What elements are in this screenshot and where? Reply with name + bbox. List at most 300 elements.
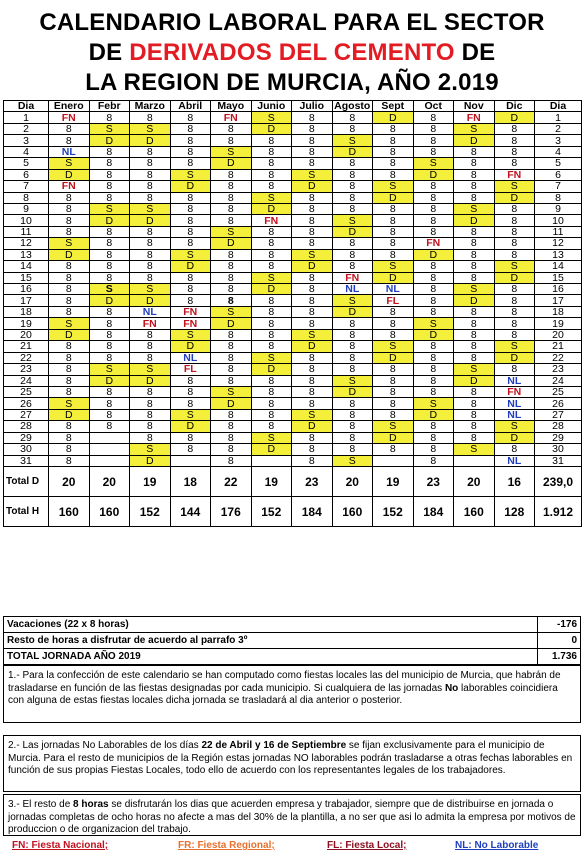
table-cell: 8 <box>89 226 130 237</box>
table-cell: 8 <box>89 238 130 249</box>
table-cell: 8 <box>494 158 535 169</box>
table-cell: 8 <box>211 249 252 260</box>
table-cell: 8 <box>413 455 454 466</box>
table-cell: 15 <box>535 272 582 283</box>
table-cell: 8 <box>535 192 582 203</box>
table-cell: 8 <box>413 295 454 306</box>
table-cell: 31 <box>4 455 49 466</box>
table-cell: S <box>454 364 495 375</box>
table-cell: 8 <box>170 295 211 306</box>
table-cell: 21 <box>535 341 582 352</box>
table-cell: S <box>89 284 130 295</box>
table-cell: 8 <box>454 249 495 260</box>
table-cell: 8 <box>494 444 535 455</box>
table-cell: 8 <box>332 364 373 375</box>
table-cell <box>454 455 495 466</box>
table-cell: 8 <box>373 226 414 237</box>
table-cell: 8 <box>211 203 252 214</box>
table-cell: 8 <box>454 386 495 397</box>
table-cell: D <box>130 215 171 226</box>
table-cell: 8 <box>130 432 171 443</box>
header-row <box>4 101 582 112</box>
table-cell: 8 <box>89 409 130 420</box>
table-cell: 29 <box>4 432 49 443</box>
table-cell: FL <box>373 295 414 306</box>
summary-label: TOTAL JORNADA AÑO 2019 <box>4 649 538 665</box>
table-cell: 8 <box>332 341 373 352</box>
table-cell: D <box>494 112 535 123</box>
totals-cell: 16 <box>494 467 535 497</box>
table-cell: D <box>332 306 373 317</box>
table-cell: FN <box>251 215 292 226</box>
table-row <box>4 112 582 123</box>
table-row <box>4 398 582 409</box>
table-cell: 30 <box>4 444 49 455</box>
table-cell: 8 <box>89 398 130 409</box>
table-cell: 8 <box>251 135 292 146</box>
table-cell: 8 <box>373 238 414 249</box>
table-cell: 8 <box>454 352 495 363</box>
table-cell: 8 <box>454 169 495 180</box>
table-cell: 8 <box>413 364 454 375</box>
legend-fr: FR: Fiesta Regional; <box>178 840 275 851</box>
table-row <box>4 249 582 260</box>
table-cell: 8 <box>494 284 535 295</box>
table-cell: S <box>454 444 495 455</box>
table-cell: 8 <box>89 169 130 180</box>
table-cell: 8 <box>373 375 414 386</box>
table-cell: S <box>211 226 252 237</box>
table-cell: 8 <box>251 146 292 157</box>
column-header: Oct <box>413 101 454 112</box>
table-cell: D <box>494 432 535 443</box>
table-cell: 8 <box>454 238 495 249</box>
table-cell: 8 <box>332 181 373 192</box>
table-cell: D <box>373 272 414 283</box>
column-header: Dic <box>494 101 535 112</box>
table-cell: 8 <box>292 306 333 317</box>
table-cell: 8 <box>413 181 454 192</box>
table-cell: FN <box>494 386 535 397</box>
table-cell: 12 <box>535 238 582 249</box>
table-cell: 1 <box>4 112 49 123</box>
totals-cell: 19 <box>373 467 414 497</box>
legend-nl: NL: No Laborable <box>455 840 539 851</box>
table-cell: 15 <box>4 272 49 283</box>
table-cell: 8 <box>251 318 292 329</box>
table-cell: 3 <box>535 135 582 146</box>
column-header: Marzo <box>130 101 171 112</box>
table-cell: 8 <box>454 306 495 317</box>
table-cell: 30 <box>535 444 582 455</box>
table-cell: 8 <box>373 123 414 134</box>
table-cell: 8 <box>373 306 414 317</box>
table-cell: 8 <box>49 455 90 466</box>
table-cell: 8 <box>494 215 535 226</box>
totals-cell: 20 <box>332 467 373 497</box>
table-cell: 10 <box>535 215 582 226</box>
table-cell: 8 <box>413 444 454 455</box>
table-cell: S <box>332 375 373 386</box>
totals-sum: 239,0 <box>535 467 582 497</box>
table-cell: 8 <box>454 146 495 157</box>
table-cell: 8 <box>130 192 171 203</box>
table-cell: 8 <box>292 203 333 214</box>
table-cell: D <box>251 364 292 375</box>
totals-cell: 152 <box>251 497 292 527</box>
table-cell: 8 <box>494 123 535 134</box>
table-cell: 8 <box>130 421 171 432</box>
totals-cell: 20 <box>89 467 130 497</box>
table-cell: 11 <box>4 226 49 237</box>
table-cell: 8 <box>49 352 90 363</box>
table-cell: 8 <box>251 329 292 340</box>
table-cell: 8 <box>494 295 535 306</box>
table-cell: 8 <box>332 158 373 169</box>
table-cell: 8 <box>454 261 495 272</box>
table-cell: S <box>211 146 252 157</box>
table-row <box>4 444 582 455</box>
summary-row <box>4 633 581 649</box>
summary-label: Vacaciones (22 x 8 horas) <box>4 617 538 633</box>
table-cell: NL <box>170 352 211 363</box>
table-cell: 8 <box>49 432 90 443</box>
table-cell: 8 <box>211 375 252 386</box>
summary-value: 0 <box>538 633 581 649</box>
table-cell: 8 <box>454 226 495 237</box>
table-row <box>4 284 582 295</box>
table-cell: 8 <box>211 284 252 295</box>
summary-table <box>3 616 581 665</box>
table-cell: 8 <box>332 169 373 180</box>
table-cell: 18 <box>535 306 582 317</box>
table-cell: NL <box>332 284 373 295</box>
table-cell: FN <box>454 112 495 123</box>
table-cell: 8 <box>373 135 414 146</box>
table-cell: 8 <box>251 226 292 237</box>
table-cell: 8 <box>454 421 495 432</box>
table-cell: 8 <box>170 192 211 203</box>
table-cell: 8 <box>211 215 252 226</box>
table-cell: D <box>211 238 252 249</box>
table-cell: 8 <box>373 386 414 397</box>
table-cell: 8 <box>170 112 211 123</box>
table-cell: D <box>49 409 90 420</box>
table-cell: D <box>494 272 535 283</box>
table-cell: 8 <box>373 215 414 226</box>
table-cell: S <box>170 329 211 340</box>
table-cell: 8 <box>130 238 171 249</box>
table-cell: 4 <box>4 146 49 157</box>
table-cell: 8 <box>130 249 171 260</box>
table-cell: 9 <box>535 203 582 214</box>
table-cell: NL <box>49 146 90 157</box>
title-line-3: LA REGION DE MURCIA, AÑO 2.019 <box>85 69 499 96</box>
table-row <box>4 455 582 466</box>
table-cell: S <box>332 295 373 306</box>
totals-cell: 160 <box>454 497 495 527</box>
table-cell: 8 <box>130 386 171 397</box>
calendar-table <box>3 100 582 527</box>
table-cell: 8 <box>211 455 252 466</box>
table-cell: 8 <box>292 455 333 466</box>
table-cell: 8 <box>130 352 171 363</box>
table-cell: S <box>251 272 292 283</box>
table-cell: 8 <box>89 318 130 329</box>
table-cell: 6 <box>4 169 49 180</box>
table-cell: 5 <box>535 158 582 169</box>
table-cell: D <box>413 249 454 260</box>
table-cell: 25 <box>4 386 49 397</box>
table-cell: 8 <box>413 123 454 134</box>
table-cell: 16 <box>4 284 49 295</box>
legend-fl: FL: Fiesta Local; <box>327 840 407 851</box>
table-cell: 8 <box>332 421 373 432</box>
table-cell: 9 <box>4 203 49 214</box>
table-cell: 17 <box>535 295 582 306</box>
table-cell: 8 <box>292 352 333 363</box>
table-cell: S <box>49 238 90 249</box>
table-cell: 8 <box>292 398 333 409</box>
table-row <box>4 261 582 272</box>
table-row <box>4 409 582 420</box>
totals-label: Total H <box>4 497 49 527</box>
table-cell: S <box>373 181 414 192</box>
table-cell: 8 <box>332 238 373 249</box>
table-cell: 8 <box>373 444 414 455</box>
table-cell: 8 <box>292 215 333 226</box>
table-cell: 8 <box>292 272 333 283</box>
column-header: Abril <box>170 101 211 112</box>
table-cell: D <box>251 123 292 134</box>
table-cell: 8 <box>211 192 252 203</box>
table-cell: 8 <box>413 375 454 386</box>
table-row <box>4 432 582 443</box>
table-cell: S <box>292 329 333 340</box>
table-cell: 8 <box>211 181 252 192</box>
table-cell: S <box>251 192 292 203</box>
table-cell: 8 <box>413 215 454 226</box>
table-cell: 8 <box>251 341 292 352</box>
table-cell: D <box>373 192 414 203</box>
table-cell: 8 <box>211 341 252 352</box>
table-cell: 2 <box>4 123 49 134</box>
table-row <box>4 341 582 352</box>
table-cell: 8 <box>170 215 211 226</box>
table-cell: 8 <box>170 123 211 134</box>
table-cell: 8 <box>49 203 90 214</box>
table-cell: 8 <box>494 203 535 214</box>
table-cell: 21 <box>4 341 49 352</box>
table-cell: 8 <box>292 123 333 134</box>
table-cell: S <box>211 386 252 397</box>
table-cell: 8 <box>130 409 171 420</box>
table-cell: D <box>49 169 90 180</box>
table-cell: 8 <box>49 341 90 352</box>
table-cell: FN <box>211 112 252 123</box>
table-cell: 24 <box>4 375 49 386</box>
table-cell: D <box>89 135 130 146</box>
table-cell: 8 <box>170 135 211 146</box>
table-cell: D <box>211 158 252 169</box>
table-cell: 8 <box>130 112 171 123</box>
table-cell: 8 <box>49 261 90 272</box>
table-cell: 8 <box>211 352 252 363</box>
table-cell: 8 <box>251 169 292 180</box>
column-header: Dia <box>535 101 582 112</box>
table-cell: 8 <box>332 249 373 260</box>
table-cell: D <box>292 181 333 192</box>
table-cell: 5 <box>4 158 49 169</box>
table-cell: 8 <box>413 146 454 157</box>
column-header: Enero <box>49 101 90 112</box>
table-cell: 8 <box>292 238 333 249</box>
table-cell: 8 <box>413 272 454 283</box>
column-header: Sept <box>373 101 414 112</box>
table-cell: 8 <box>454 192 495 203</box>
table-cell: D <box>373 112 414 123</box>
summary-row <box>4 649 581 665</box>
table-cell: 8 <box>413 306 454 317</box>
table-cell: 8 <box>89 386 130 397</box>
table-cell: FN <box>494 169 535 180</box>
table-cell: D <box>49 249 90 260</box>
table-cell: 8 <box>170 398 211 409</box>
table-cell: 8 <box>130 261 171 272</box>
table-cell: 8 <box>332 398 373 409</box>
table-cell: 8 <box>211 364 252 375</box>
table-cell: NL <box>494 398 535 409</box>
table-cell: 8 <box>332 432 373 443</box>
table-cell: 8 <box>211 444 252 455</box>
table-cell: 22 <box>535 352 582 363</box>
table-cell: S <box>130 364 171 375</box>
table-cell: 13 <box>535 249 582 260</box>
table-cell: 8 <box>89 352 130 363</box>
table-cell: D <box>251 203 292 214</box>
table-cell: 8 <box>211 123 252 134</box>
table-cell: 8 <box>49 364 90 375</box>
table-cell: D <box>494 192 535 203</box>
table-cell: 18 <box>4 306 49 317</box>
table-cell: 29 <box>535 432 582 443</box>
table-cell: 16 <box>535 284 582 295</box>
table-cell: S <box>292 409 333 420</box>
table-cell: 8 <box>89 261 130 272</box>
table-cell: 8 <box>49 386 90 397</box>
table-cell: 8 <box>170 146 211 157</box>
table-cell: S <box>494 341 535 352</box>
summary-value: 1.736 <box>538 649 581 665</box>
table-cell: D <box>292 261 333 272</box>
table-cell: 8 <box>49 375 90 386</box>
table-cell: 8 <box>494 135 535 146</box>
table-cell: S <box>130 203 171 214</box>
table-cell: S <box>332 215 373 226</box>
table-cell: 12 <box>4 238 49 249</box>
totals-sum: 1.912 <box>535 497 582 527</box>
table-cell: D <box>170 341 211 352</box>
table-cell: D <box>413 409 454 420</box>
table-cell: 8 <box>89 146 130 157</box>
column-header: Dia <box>4 101 49 112</box>
table-cell: 8 <box>89 272 130 283</box>
table-cell: 8 <box>332 329 373 340</box>
table-cell <box>89 455 130 466</box>
table-cell: 8 <box>332 352 373 363</box>
table-cell: 8 <box>332 318 373 329</box>
table-cell: D <box>454 135 495 146</box>
table-cell: D <box>130 135 171 146</box>
table-cell: NL <box>373 284 414 295</box>
table-cell: 20 <box>535 329 582 340</box>
note-2: 2.- Las jornadas No Laborables de los días 22 de Abril y 16 de Septiembre se fijan exclusivamente para el municipio de Murcia. Para el resto de municipios de la Región estas jornadas NO laborables podrán trasladarse a otras fechas laborables en función de sus propias Fiestas Locales, todo ello de acuerdo con los representantes legales de los trabajadores. <box>3 735 581 792</box>
table-cell: 8 <box>454 329 495 340</box>
table-cell: D <box>170 181 211 192</box>
table-cell: 26 <box>4 398 49 409</box>
table-cell: 8 <box>251 261 292 272</box>
table-cell: 8 <box>89 421 130 432</box>
table-cell: D <box>373 352 414 363</box>
table-cell: 8 <box>332 444 373 455</box>
table-cell: S <box>130 123 171 134</box>
totals-cell: 184 <box>413 497 454 527</box>
table-cell: 8 <box>170 375 211 386</box>
table-cell: 8 <box>413 226 454 237</box>
table-cell: S <box>251 352 292 363</box>
table-cell: D <box>332 386 373 397</box>
table-cell: 8 <box>170 238 211 249</box>
summary-value: -176 <box>538 617 581 633</box>
table-cell: S <box>49 398 90 409</box>
table-cell: 8 <box>373 318 414 329</box>
table-cell: 8 <box>373 329 414 340</box>
totals-cell: 184 <box>292 497 333 527</box>
table-cell: 11 <box>535 226 582 237</box>
table-cell: 28 <box>4 421 49 432</box>
table-cell: 8 <box>413 112 454 123</box>
table-cell: 22 <box>4 352 49 363</box>
table-cell: 8 <box>130 398 171 409</box>
table-row <box>4 192 582 203</box>
totals-cell: 128 <box>494 497 535 527</box>
table-cell: 3 <box>4 135 49 146</box>
table-cell: 8 <box>251 181 292 192</box>
table-cell: 8 <box>170 272 211 283</box>
table-cell: FN <box>49 112 90 123</box>
table-cell: 8 <box>89 181 130 192</box>
table-cell: D <box>454 295 495 306</box>
table-cell: S <box>49 318 90 329</box>
table-cell: 8 <box>454 341 495 352</box>
table-cell: 20 <box>4 329 49 340</box>
table-cell: 8 <box>251 249 292 260</box>
table-cell: 8 <box>373 203 414 214</box>
table-cell: 23 <box>4 364 49 375</box>
summary-label: Resto de horas a disfrutar de acuerdo al parrafo 3º <box>4 633 538 649</box>
table-row <box>4 226 582 237</box>
table-cell: 8 <box>292 386 333 397</box>
column-header: Nov <box>454 101 495 112</box>
table-cell: S <box>494 181 535 192</box>
table-cell: 8 <box>413 261 454 272</box>
table-cell: 23 <box>535 364 582 375</box>
table-cell: 8 <box>332 203 373 214</box>
table-cell: 4 <box>535 146 582 157</box>
table-row <box>4 329 582 340</box>
table-cell: 8 <box>170 158 211 169</box>
table-cell: 8 <box>413 203 454 214</box>
